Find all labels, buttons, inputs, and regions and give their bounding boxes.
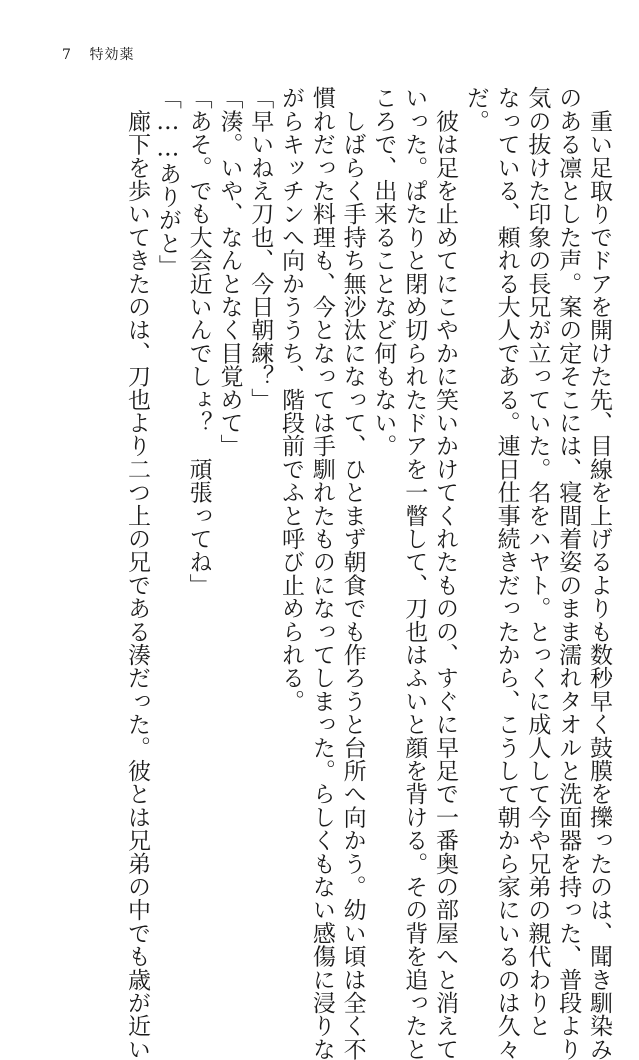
vertical-body-text [34,86,614,1060]
chapter-title: 特効薬 [89,47,135,63]
dialogue-line-1: 「早いねえ刀也、今日朝練？」 [247,86,274,411]
text-line-16: 廊下を歩いてきたのは、刀也より二つ上の兄である湊だった。彼とは兄弟の中でも歳が近い [124,86,151,1060]
dialogue-line-2: 「湊。いや、なんとなく目覚めて」 [216,86,243,458]
text-line-11: がらキッチンへ向かううち、階段前でふと呼び止められる。 [278,86,305,713]
page-number: 7 [62,47,72,63]
running-header [62,44,134,64]
text-line-2: のある凛とした声。案の定そこには、寝間着姿のまま濡れタオルと洗面器を持った、普段より [555,86,582,1060]
text-line-7: いった。ぱたりと閉め切られたドアを一瞥して、刀也はふいと顔を背ける。その背を追ったと [401,86,428,1060]
text-line-4: なっている、頼れる大人である。連日仕事続きだったから、こうして朝から家にいるのは久々 [493,86,520,1060]
dialogue-line-3: 「あそ。でも大会近いんでしょ？ 頑張ってね」 [185,86,212,597]
text-line-9: しばらく手持ち無沙汰になって、ひとまず朝食でも作ろうと台所へ向かう。幼い頃は全く不 [339,86,366,1060]
text-line-10: 慣れだった料理も、今となっては手馴れたものになってしまった。らしくもない感傷に浸りな [308,86,335,1060]
text-line-8: ころで、出来ることなど何もない。 [370,86,397,458]
dialogue-line-4: 「……ありがと」 [154,86,181,278]
text-line-5: だ。 [462,86,489,133]
text-line-1: 重い足取りでドアを開けた先、目線を上げるよりも数秒早く鼓膜を擽ったのは、聞き馴染み [586,86,612,1060]
text-line-6: 彼は足を止めてにこやかに笑いかけてくれたものの、すぐに早足で一番奥の部屋へと消えて [432,86,459,1060]
text-line-3: 気の抜けた印象の長兄が立っていた。名をハヤト。とっくに成人して今や兄弟の親代わりと [524,86,551,1038]
